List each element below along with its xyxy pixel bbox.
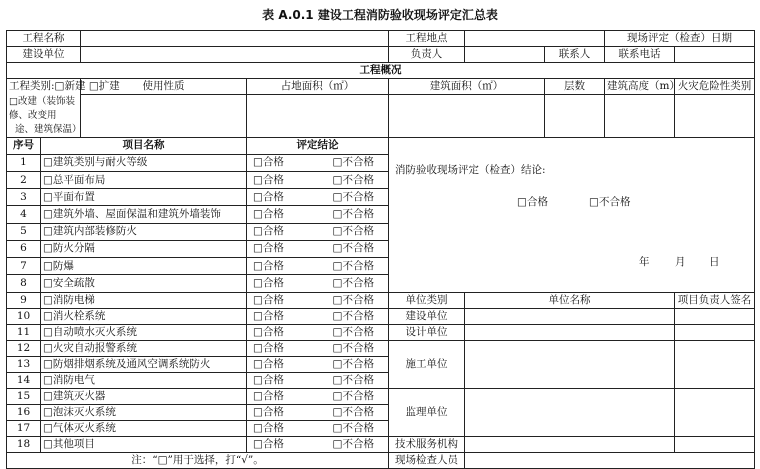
table-row xyxy=(7,388,755,404)
selection-note: 注：“□”用于选择，打“√”。 xyxy=(7,452,389,468)
project-site-label: 工程地点 xyxy=(389,31,465,47)
no-header: 序号 xyxy=(7,137,41,154)
fail-checkbox[interactable]: □不合格 xyxy=(319,292,389,308)
fail-checkbox[interactable]: □不合格 xyxy=(319,258,389,275)
floors-field[interactable] xyxy=(545,95,605,138)
pass-checkbox[interactable]: □合格 xyxy=(247,420,319,436)
building-unit-signature[interactable] xyxy=(675,340,755,388)
fail-checkbox[interactable]: □不合格 xyxy=(319,404,389,420)
item-name[interactable]: □安全疏散 xyxy=(41,275,247,292)
floor-area-field[interactable] xyxy=(389,95,545,138)
pass-checkbox[interactable]: □合格 xyxy=(247,275,319,292)
person-in-charge-field[interactable] xyxy=(465,47,545,63)
item-name[interactable]: □防烟排烟系统及通风空调系统防火 xyxy=(41,356,247,372)
header-row-1 xyxy=(7,31,755,47)
item-name[interactable]: □平面布置 xyxy=(41,189,247,206)
overview-col-fire-class: 火灾危险性类别 xyxy=(675,79,755,95)
usage-field[interactable] xyxy=(81,95,247,138)
phone-field[interactable] xyxy=(675,47,755,63)
signature-header: 项目负责人签名 xyxy=(675,292,755,308)
inspector-field[interactable] xyxy=(465,452,755,468)
overview-col-land-area: 占地面积（㎡） xyxy=(247,79,389,95)
table-row xyxy=(7,292,755,308)
item-name[interactable]: □建筑灭火器 xyxy=(41,388,247,404)
item-name[interactable]: □其他项目 xyxy=(41,436,247,452)
pass-checkbox[interactable]: □合格 xyxy=(247,189,319,206)
expansion-checkbox[interactable]: □扩建 xyxy=(88,80,120,93)
item-no: 15 xyxy=(7,388,41,404)
item-no: 9 xyxy=(7,292,41,308)
fail-checkbox[interactable]: □不合格 xyxy=(319,324,389,340)
assessment-date-label: 现场评定（检查）日期 xyxy=(605,31,755,47)
name-header: 项目名称 xyxy=(41,137,247,154)
overview-columns-row xyxy=(7,79,755,95)
tech-service-signature[interactable] xyxy=(675,436,755,452)
project-site-field[interactable] xyxy=(465,31,605,47)
phone-label: 联系电话 xyxy=(605,47,675,63)
new-build-checkbox[interactable]: □新建 xyxy=(54,80,86,93)
unit-name-header: 单位名称 xyxy=(465,292,675,308)
fail-checkbox[interactable]: □不合格 xyxy=(319,356,389,372)
construction-unit-label: 建设单位 xyxy=(389,308,465,324)
item-no: 11 xyxy=(7,324,41,340)
table-row xyxy=(7,436,755,452)
conclusion-label: 消防验收现场评定（检查）结论: xyxy=(395,163,546,176)
pass-checkbox[interactable]: □合格 xyxy=(247,356,319,372)
overview-heading: 工程概况 xyxy=(7,63,755,79)
item-no: 2 xyxy=(7,171,41,188)
item-no: 1 xyxy=(7,154,41,171)
renovation-cont: 途、建筑保温） xyxy=(15,123,82,135)
supervision-unit-name[interactable] xyxy=(465,388,675,436)
fail-checkbox[interactable]: □不合格 xyxy=(319,436,389,452)
item-no: 17 xyxy=(7,420,41,436)
design-unit-signature[interactable] xyxy=(675,324,755,340)
pass-checkbox[interactable]: □合格 xyxy=(247,223,319,240)
category-label-text: 工程类别: xyxy=(9,80,55,93)
date-day: 日 xyxy=(709,255,720,268)
table-row xyxy=(7,324,755,340)
item-no: 10 xyxy=(7,308,41,324)
fail-checkbox[interactable]: □不合格 xyxy=(319,206,389,223)
overview-heading-row xyxy=(7,63,755,79)
item-no: 7 xyxy=(7,258,41,275)
item-no: 4 xyxy=(7,206,41,223)
overview-col-height: 建筑高度（m） xyxy=(605,79,675,95)
building-unit-label: 施工单位 xyxy=(389,340,465,388)
item-no: 14 xyxy=(7,372,41,388)
item-name[interactable]: □防爆 xyxy=(41,258,247,275)
pass-checkbox[interactable]: □合格 xyxy=(247,154,319,171)
construction-unit-name[interactable] xyxy=(465,308,675,324)
unit-category-header: 单位类别 xyxy=(389,292,465,308)
date-month: 月 xyxy=(675,255,686,268)
item-name[interactable]: □消防电气 xyxy=(41,372,247,388)
overview-values-row xyxy=(7,95,755,138)
fail-checkbox[interactable]: □不合格 xyxy=(319,223,389,240)
fail-checkbox[interactable]: □不合格 xyxy=(319,420,389,436)
page-title: 表 A.0.1 建设工程消防验收现场评定汇总表 xyxy=(262,8,498,22)
design-unit-label: 设计单位 xyxy=(389,324,465,340)
fail-checkbox[interactable]: □不合格 xyxy=(319,189,389,206)
item-no: 18 xyxy=(7,436,41,452)
note-row xyxy=(7,452,755,468)
fail-checkbox[interactable]: □不合格 xyxy=(319,372,389,388)
conclusion-box xyxy=(389,137,755,292)
pass-checkbox[interactable]: □合格 xyxy=(247,404,319,420)
item-no: 13 xyxy=(7,356,41,372)
builder-field[interactable] xyxy=(81,47,389,63)
project-name-field[interactable] xyxy=(81,31,389,47)
pass-checkbox[interactable]: □合格 xyxy=(247,240,319,257)
pass-checkbox[interactable]: □合格 xyxy=(247,372,319,388)
date-year: 年 xyxy=(639,255,650,268)
overview-col-floors: 层数 xyxy=(545,79,605,95)
item-name[interactable]: □火灾自动报警系统 xyxy=(41,340,247,356)
design-unit-name[interactable] xyxy=(465,324,675,340)
item-name[interactable]: □消火栓系统 xyxy=(41,308,247,324)
tech-service-name[interactable] xyxy=(465,436,675,452)
header-row-2 xyxy=(7,47,755,63)
pass-checkbox[interactable]: □合格 xyxy=(247,171,319,188)
category-label xyxy=(7,79,120,95)
pass-checkbox[interactable]: □合格 xyxy=(247,292,319,308)
fail-checkbox[interactable]: □不合格 xyxy=(319,171,389,188)
renovation-cell xyxy=(7,95,81,138)
item-name[interactable]: □气体灭火系统 xyxy=(41,420,247,436)
fail-checkbox[interactable]: □不合格 xyxy=(319,275,389,292)
overview-col-usage: 使用性质 xyxy=(81,79,247,95)
pass-checkbox[interactable]: □合格 xyxy=(247,308,319,324)
item-name[interactable]: □建筑类别与耐火等级 xyxy=(41,154,247,171)
pass-checkbox[interactable]: □合格 xyxy=(247,340,319,356)
builder-label: 建设单位 xyxy=(7,47,81,63)
pass-checkbox[interactable]: □合格 xyxy=(247,324,319,340)
pass-checkbox[interactable]: □合格 xyxy=(247,436,319,452)
item-name[interactable]: □消防电梯 xyxy=(41,292,247,308)
land-area-field[interactable] xyxy=(247,95,389,138)
item-name[interactable]: □防火分隔 xyxy=(41,240,247,257)
table-row xyxy=(7,308,755,324)
item-name[interactable]: □泡沫灭火系统 xyxy=(41,404,247,420)
item-no: 6 xyxy=(7,240,41,257)
supervision-unit-signature[interactable] xyxy=(675,388,755,436)
contact-label: 联系人 xyxy=(545,47,605,63)
supervision-unit-label: 监理单位 xyxy=(389,388,465,436)
conclusion-header: 评定结论 xyxy=(247,137,389,154)
pass-checkbox[interactable]: □合格 xyxy=(247,258,319,275)
pass-checkbox[interactable]: □合格 xyxy=(247,388,319,404)
renovation-checkbox[interactable]: □改建（装饰装修、改变用 xyxy=(9,95,75,121)
fail-checkbox[interactable]: □不合格 xyxy=(319,340,389,356)
item-name[interactable]: □建筑外墙、屋面保温和建筑外墙装饰 xyxy=(41,206,247,223)
project-name-label: 工程名称 xyxy=(7,31,81,47)
tech-service-label: 技术服务机构 xyxy=(389,436,465,452)
table-row xyxy=(7,340,755,356)
fail-checkbox[interactable]: □不合格 xyxy=(319,308,389,324)
items-header-row xyxy=(7,137,755,154)
assessment-form xyxy=(6,30,754,469)
item-name[interactable]: □建筑内部装修防火 xyxy=(41,223,247,240)
item-no: 8 xyxy=(7,275,41,292)
construction-unit-signature[interactable] xyxy=(675,308,755,324)
person-in-charge-label: 负责人 xyxy=(389,47,465,63)
item-name[interactable]: □自动喷水灭火系统 xyxy=(41,324,247,340)
inspector-label: 现场检查人员 xyxy=(389,452,465,468)
fail-checkbox[interactable]: □不合格 xyxy=(319,240,389,257)
building-unit-name[interactable] xyxy=(465,340,675,388)
summary-table xyxy=(6,30,755,469)
item-no: 5 xyxy=(7,223,41,240)
pass-checkbox[interactable]: □合格 xyxy=(247,206,319,223)
fail-checkbox[interactable]: □不合格 xyxy=(319,388,389,404)
final-pass-checkbox[interactable]: □合格 xyxy=(517,195,548,208)
final-fail-checkbox[interactable]: □不合格 xyxy=(589,195,631,208)
item-no: 16 xyxy=(7,404,41,420)
item-no: 3 xyxy=(7,189,41,206)
fail-checkbox[interactable]: □不合格 xyxy=(319,154,389,171)
height-field[interactable] xyxy=(605,95,675,138)
overview-col-floor-area: 建筑面积（㎡） xyxy=(389,79,545,95)
fire-class-field[interactable] xyxy=(675,95,755,138)
item-no: 12 xyxy=(7,340,41,356)
item-name[interactable]: □总平面布局 xyxy=(41,171,247,188)
